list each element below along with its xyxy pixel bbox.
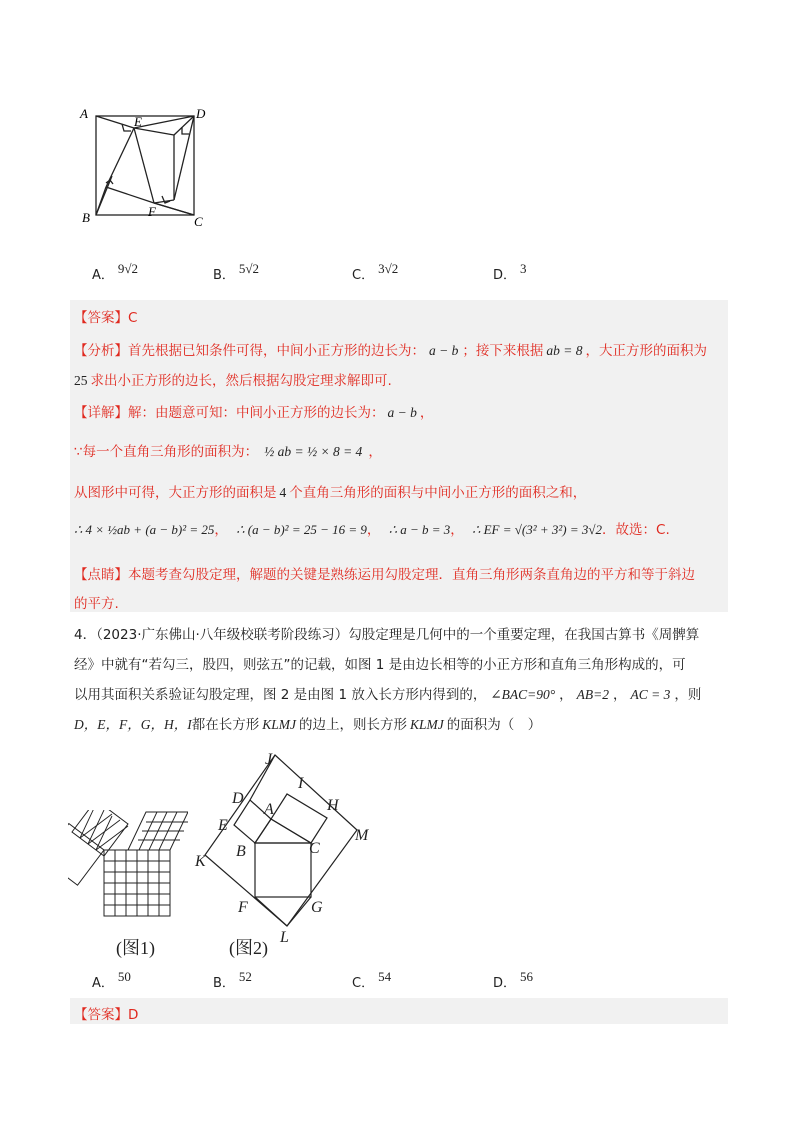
label-k: K [195,853,206,870]
label-e2: E [218,817,228,834]
label-a: A [80,106,88,121]
label-a2: A [264,801,274,818]
label-j: J [265,751,273,768]
label-f: F [148,204,156,219]
option-d[interactable]: D． 3 [493,261,527,283]
label-d2: D [232,790,244,807]
label-c: C [194,214,203,229]
answer-q4: 【答案】D [74,1007,139,1023]
detail-q3-line1: 【详解】解：由题意可知：中间小正方形的边长为： a − b ， [74,405,434,421]
caption-figure-1: (图1) [116,938,155,958]
option-c-q4[interactable]: C． 54 [352,969,392,991]
label-d: D [196,106,206,121]
label-h: H [327,797,339,814]
figure-2-rectangle-klmj [190,748,380,948]
analysis-q3-line1: 【分析】首先根据已知条件可得，中间小正方形的边长为： a − b ；接下来根据 ab = 8 ，大正方形的面积为 [74,343,707,359]
solution-block-q4 [70,998,728,1024]
label-e: E [134,114,142,129]
label-m: M [355,827,369,844]
label-c2: C [309,840,320,857]
figure-1-grids [68,810,188,940]
label-i: I [298,775,304,792]
caption-figure-2: (图2) [229,938,268,958]
option-b[interactable]: B． 5√2 [213,261,260,283]
question-4-line2: 经》中就有“若勾三，股四，则弦五”的记载，如图 1 是由边长相等的小正方形和直角三角形构成的，可 [74,657,686,673]
option-a[interactable]: A． 9√2 [92,261,139,283]
option-a-q4[interactable]: A． 50 [92,969,131,991]
analysis-q3-line2: 25 求出小正方形的边长，然后根据勾股定理求解即可. [74,373,392,389]
label-l: L [280,929,289,946]
answer-q3: 【答案】C [74,310,138,326]
option-d-q4[interactable]: D． 56 [493,969,534,991]
option-c[interactable]: C． 3√2 [352,261,399,283]
detail-q3-line4: ∴ 4 × ½ab + (a − b)² = 25， ∴ (a − b)² = 25 − 16 = 9， ∴ a − b = 3， ∴ EF = √(3² + 3²) = 3√2．故选：C. [74,522,670,538]
label-b2: B [236,843,246,860]
label-f2: F [238,899,248,916]
detail-q3-line2: ∵每一个直角三角形的面积为： ½ ab = ½ × 8 = 4 ， [74,444,382,460]
comment-q3-line2: 的平方. [74,596,119,612]
label-b: B [82,210,90,225]
question-4-line4: D，E，F，G，H，I都在长方形 KLMJ 的边上，则长方形 KLMJ 的面积为（ ） [74,717,542,733]
comment-q3-line1: 【点睛】本题考查勾股定理，解题的关键是熟练运用勾股定理．直角三角形两条直角边的平方和等于斜边 [74,567,695,583]
option-b-q4[interactable]: B． 52 [213,969,252,991]
question-4-line3: 以用其面积关系验证勾股定理，图 2 是由图 1 放入长方形内得到的， ∠BAC=90° ， AB=2 ， AC = 3 ，则 [74,687,702,703]
question-4-line1: 4．（2023·广东佛山·八年级校联考阶段练习）勾股定理是几何中的一个重要定理，在我国古算书《周髀算 [74,627,700,643]
label-g: G [311,899,323,916]
figure-square-abcd [78,100,213,235]
detail-q3-line3: 从图形中可得，大正方形的面积是 4 个直角三角形的面积与中间小正方形的面积之和， [74,485,587,501]
